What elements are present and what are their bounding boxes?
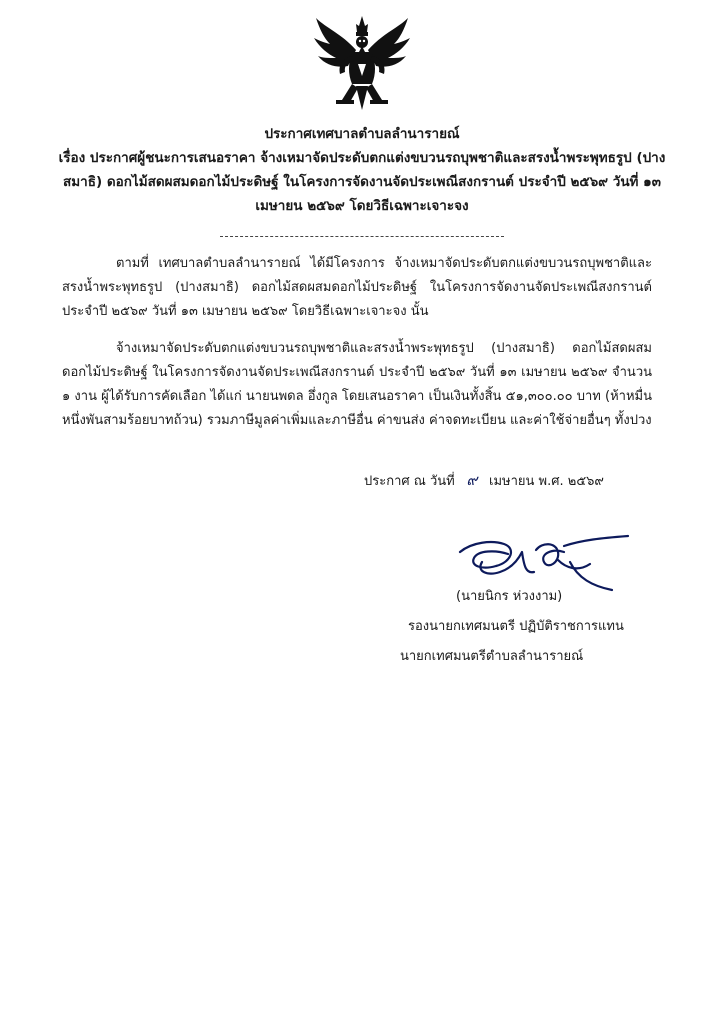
document-title: ประกาศเทศบาลตำบลลำนารายณ์ — [264, 126, 460, 142]
document-header — [40, 122, 684, 218]
announce-month-year: เมษายน พ.ศ. ๒๕๖๙ — [489, 474, 604, 489]
header-divider — [220, 236, 504, 237]
body-paragraph-1: ตามที่ เทศบาลตำบลลำนารายณ์ ได้มีโครงการ จ้างเหมาจัดประดับตกแต่งขบวนรถบุพชาติและสรงน้ำพระพุทธรูป (ปางสมาธิ) ดอกไม้สดผสมดอกไม้ประดิษฐ์ ในโครงการจัดงานจัดประเพณีสงกรานต์ ประจำปี ๒๕๖๙ วันที่ ๑๓ เมษายน ๒๕๖๙ โดยวิธีเฉพาะเจาะจง นั้น — [62, 256, 652, 319]
signer-block — [400, 582, 640, 672]
announce-day: ๙ — [466, 471, 478, 489]
signer-position-1: รองนายกเทศมนตรี ปฏิบัติราชการแทน — [408, 619, 624, 634]
signer-name: (นายนิกร ห่วงงาม) — [456, 589, 563, 604]
announcement-date — [364, 468, 604, 492]
garuda-emblem-icon — [312, 14, 412, 112]
document-subject: เรื่อง ประกาศผู้ชนะการเสนอราคา จ้างเหมาจัดประดับตกแต่งขบวนรถบุพชาติและสรงน้ำพระพุทธรูป (ปางสมาธิ) ดอกไม้สดผสมดอกไม้ประดิษฐ์ ในโครงการจัดงานจัดประเพณีสงกรานต์ ประจำปี ๒๕๖๙ วันที่ ๑๓ เมษายน ๒๕๖๙ โดยวิธีเฉพาะเจาะจง — [58, 150, 666, 214]
announce-prefix: ประกาศ ณ วันที่ — [364, 474, 455, 489]
document-body — [62, 252, 652, 446]
signer-position-2: นายกเทศมนตรีตำบลลำนารายณ์ — [400, 649, 584, 664]
body-paragraph-2: จ้างเหมาจัดประดับตกแต่งขบวนรถบุพชาติและสรงน้ำพระพุทธรูป (ปางสมาธิ) ดอกไม้สดผสมดอกไม้ประดิษฐ์ ในโครงการจัดงานจัดประเพณีสงกรานต์ ประจำปี ๒๕๖๙ วันที่ ๑๓ เมษายน ๒๕๖๙ จำนวน ๑ งาน ผู้ได้รับการคัดเลือก ได้แก่ นายนพดล อึ่งกูล โดยเสนอราคา เป็นเงินทั้งสิ้น ๕๑,๓๐๐.๐๐ บาท (ห้าหมื่นหนึ่งพันสามร้อยบาทถ้วน) รวมภาษีมูลค่าเพิ่มและภาษีอื่น ค่าขนส่ง ค่าจดทะเบียน และค่าใช้จ่ายอื่นๆ ทั้งปวง — [62, 341, 652, 428]
